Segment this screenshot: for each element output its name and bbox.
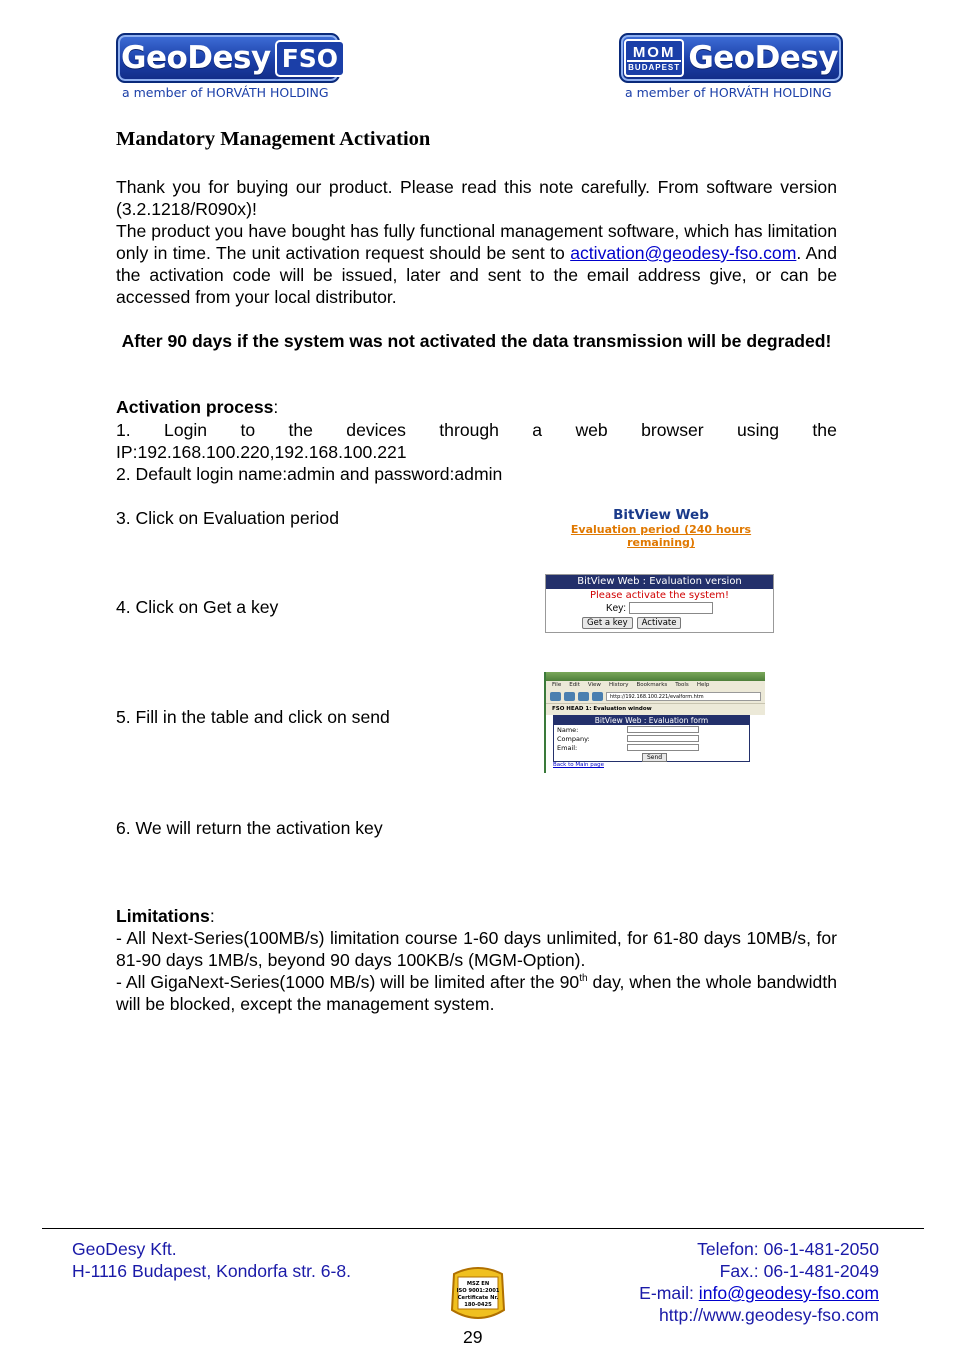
logo-badge <box>619 33 843 83</box>
name-label: Name: <box>557 725 579 734</box>
iso-certificate-badge <box>448 1264 508 1322</box>
key-row <box>546 602 773 614</box>
email-line <box>639 1282 879 1304</box>
step-1-word: using <box>736 420 780 440</box>
page-number: 29 <box>463 1327 483 1347</box>
step-2: 2. Default login name:admin and password:admin <box>116 464 503 484</box>
info-email-link[interactable]: info@geodesy-fso.com <box>698 1283 879 1303</box>
forward-icon <box>564 692 575 701</box>
reload-icon <box>578 692 589 701</box>
mom-text: MOM <box>627 45 681 62</box>
form-row <box>554 725 749 734</box>
get-key-screenshot <box>545 574 774 633</box>
logo-word: GeoDesy <box>121 39 271 76</box>
intro-text: The product you have bought has fully functional management software, which has limitation only in time. The unit activation request should be sent to <box>116 221 837 263</box>
back-icon <box>550 692 561 701</box>
company-label: Company: <box>557 734 590 743</box>
browser-menubar <box>546 681 765 690</box>
evaluation-period-link: Evaluation period (240 hours remaining) <box>570 523 752 549</box>
limitations-heading: Limitations <box>116 906 210 926</box>
logo-tagline: a member of HORVÁTH HOLDING <box>122 85 329 100</box>
intro-text-end: . And the activation code will be issued, later and sent to the email address give, or can be accessed from your local distributor. <box>116 243 837 307</box>
limitation-text-end: day, when the whole bandwidth will be blocked, except the management system. <box>116 972 837 1014</box>
step-1-word: devices <box>346 420 406 440</box>
step-3: 3. Click on Evaluation period <box>116 508 339 528</box>
superscript: th <box>579 973 588 985</box>
step-1-word: web <box>575 420 608 440</box>
menu-item: Edit <box>569 682 580 688</box>
website[interactable]: http://www.geodesy-fso.com <box>658 1305 879 1325</box>
step-1-word: to <box>240 420 256 440</box>
evaluation-version-header: BitView Web : Evaluation version <box>546 575 773 589</box>
menu-item: Bookmarks <box>636 682 668 688</box>
step-1-line <box>116 419 837 441</box>
limitation-text: - All GigaNext-Series(1000 MB/s) will be limited after the 90 <box>116 972 580 992</box>
step-4: 4. Click on Get a key <box>116 597 279 617</box>
intro-line-1: Thank you for buying our product. Please read this note carefully. From software version (3.2.1218/R090x)! <box>116 177 837 219</box>
geodesy-fso-logo <box>116 33 340 100</box>
menu-item: View <box>587 682 601 688</box>
form-row <box>554 743 749 752</box>
logo-fso-box: FSO <box>275 40 345 77</box>
browser-toolbar <box>546 690 765 704</box>
mom-geodesy-logo <box>619 33 843 100</box>
activate-button: Activate <box>637 617 682 629</box>
key-buttons <box>546 617 773 629</box>
degradation-warning: After 90 days if the system was not activated the data transmission will be degraded! <box>121 331 832 351</box>
email-input <box>627 744 699 751</box>
limitations-heading-line <box>116 905 215 927</box>
badge-text-line: 180-0425 <box>464 1302 492 1308</box>
activate-warning: Please activate the system! <box>589 590 729 601</box>
step-1-word: the <box>288 420 313 440</box>
phone: Telefon: 06-1-481-2050 <box>697 1239 879 1259</box>
send-button: Send <box>642 753 667 762</box>
step-1-ip: IP:192.168.100.220,192.168.100.221 <box>116 442 407 462</box>
company-name: GeoDesy Kft. <box>72 1239 177 1259</box>
key-label: Key: <box>605 602 626 614</box>
email-label: E-mail: <box>639 1283 699 1303</box>
badge-text-line: ISO 9001:2001 <box>456 1288 500 1294</box>
fax: Fax.: 06-1-481-2049 <box>719 1261 879 1281</box>
limitation-item-1: - All Next-Series(100MB/s) limitation course 1-60 days unlimited, for 61-80 days 10MB/s, for 81-90 days 1MB/s, beyond 90 days 100KB/s (MGM-Option). <box>116 928 837 970</box>
badge-text-line: Certificate Nr. <box>457 1295 499 1301</box>
back-to-main-link: Back to Main page <box>553 762 604 768</box>
url-bar: http://192.168.100.221/evalform.htm <box>606 692 761 701</box>
get-a-key-button: Get a key <box>582 617 633 629</box>
activation-heading: Activation process <box>116 397 274 417</box>
intro-line-2 <box>116 220 837 308</box>
step-1-word: through <box>439 420 499 440</box>
home-icon <box>592 692 603 701</box>
form-header: BitView Web : Evaluation form <box>554 716 749 725</box>
activation-heading-line <box>116 396 278 418</box>
menu-item: History <box>608 682 629 688</box>
step-5: 5. Fill in the table and click on send <box>116 707 390 727</box>
footer-company <box>72 1238 351 1282</box>
page-title: Mandatory Management Activation <box>116 128 431 150</box>
step-1-word: 1. <box>116 420 131 440</box>
evaluation-form-screenshot <box>544 672 765 773</box>
activation-email-link[interactable]: activation@geodesy-fso.com <box>570 243 797 263</box>
step-1-word: a <box>532 420 543 440</box>
form-row <box>554 734 749 743</box>
evaluation-form <box>553 715 750 762</box>
bitview-title: BitView Web <box>613 507 709 523</box>
limitation-item-2 <box>116 971 837 1015</box>
mom-budapest-mark <box>624 39 684 77</box>
menu-item: File <box>552 682 562 688</box>
evaluation-period-screenshot <box>540 507 782 549</box>
step-1-word: the <box>812 420 837 440</box>
budapest-text: BUDAPEST <box>628 62 681 72</box>
colon: : <box>273 397 279 417</box>
step-6: 6. We will return the activation key <box>116 818 383 838</box>
logo-tagline: a member of HORVÁTH HOLDING <box>625 85 832 100</box>
logo-badge <box>116 33 340 83</box>
email-label: Email: <box>557 743 578 752</box>
intro-paragraph <box>116 176 837 308</box>
company-address: H-1116 Budapest, Kondorfa str. 6-8. <box>72 1261 352 1281</box>
badge-text-line: MSZ EN <box>466 1281 490 1287</box>
menu-item: Help <box>696 682 710 688</box>
company-input <box>627 735 699 742</box>
logo-word: GeoDesy <box>688 39 838 76</box>
browser-tab: FSO HEAD 1: Evaluation window <box>546 704 765 715</box>
step-1-word: Login <box>164 420 208 440</box>
browser-titlebar <box>546 672 765 681</box>
colon: : <box>209 906 215 926</box>
key-input <box>629 602 713 614</box>
step-1-word: browser <box>641 420 704 440</box>
footer-contact <box>639 1238 879 1326</box>
footer-divider <box>42 1228 924 1229</box>
name-input <box>627 726 699 733</box>
menu-item: Tools <box>675 682 689 688</box>
